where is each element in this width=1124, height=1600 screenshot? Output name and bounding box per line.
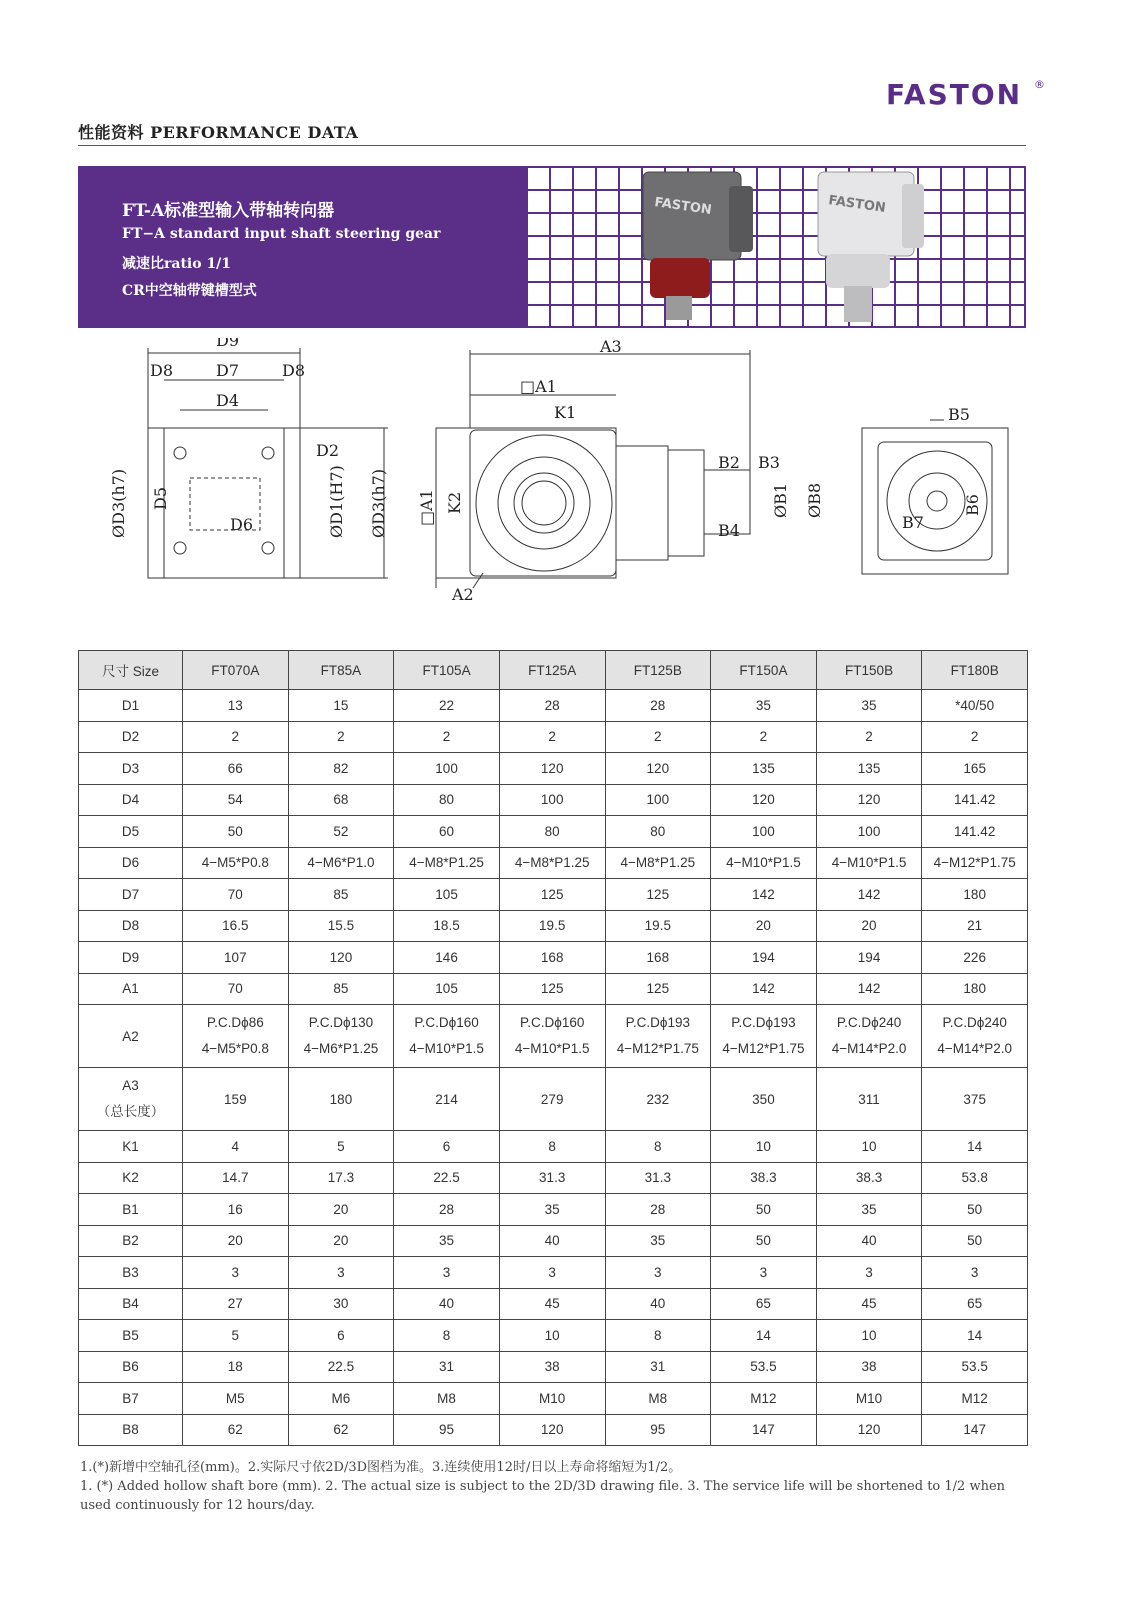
table-cell: 22.5 xyxy=(288,1351,394,1383)
table-cell: 21 xyxy=(922,910,1028,942)
table-cell: 14 xyxy=(922,1131,1028,1163)
table-cell: 120 xyxy=(288,942,394,974)
table-cell: 125 xyxy=(499,973,605,1005)
table-cell: M6 xyxy=(288,1383,394,1415)
table-cell: 38.3 xyxy=(711,1162,817,1194)
table-cell: 50 xyxy=(711,1194,817,1226)
table-cell: 120 xyxy=(499,753,605,785)
table-cell: 65 xyxy=(922,1288,1028,1320)
table-body xyxy=(79,690,1028,1446)
label-d4: D4 xyxy=(216,391,240,410)
table-cell: 180 xyxy=(922,973,1028,1005)
footnote-cn: 1.(*)新增中空轴孔径(mm)。2.实际尺寸依2D/3D图档为准。3.连续使用12时/日以上寿命将缩短为1/2。 xyxy=(80,1460,682,1475)
table-cell: 40 xyxy=(499,1225,605,1257)
label-d9: D9 xyxy=(216,338,240,350)
table-cell: 80 xyxy=(605,816,711,848)
table-cell: 85 xyxy=(288,973,394,1005)
pcd-value: P.C.Dϕ86 xyxy=(206,1015,264,1030)
table-cell: 14 xyxy=(711,1320,817,1352)
thread-value: 4−M5*P0.8 xyxy=(201,1041,269,1056)
table-row xyxy=(79,973,1028,1005)
pcd-value: P.C.Dϕ130 xyxy=(308,1015,374,1030)
table-cell: 10 xyxy=(816,1320,922,1352)
table-cell: M12 xyxy=(711,1383,817,1415)
table-cell: 147 xyxy=(922,1414,1028,1446)
table-cell: 66 xyxy=(183,753,289,785)
table-cell: 142 xyxy=(816,879,922,911)
row-label: B5 xyxy=(79,1320,183,1352)
table-row xyxy=(79,1383,1028,1415)
table-cell: 10 xyxy=(816,1131,922,1163)
row-label: D7 xyxy=(79,879,183,911)
table-row-a3 xyxy=(79,1068,1028,1131)
label-d5: D5 xyxy=(151,486,170,510)
label-k1: K1 xyxy=(554,403,577,422)
table-cell: 120 xyxy=(816,1414,922,1446)
pcd-value: P.C.Dϕ160 xyxy=(520,1015,585,1030)
table-cell: 168 xyxy=(499,942,605,974)
front-view-drawing xyxy=(148,348,388,578)
table-row xyxy=(79,1162,1028,1194)
label-d2: D2 xyxy=(316,441,340,460)
table-cell: 10 xyxy=(499,1320,605,1352)
table-row xyxy=(79,1351,1028,1383)
table-cell: 20 xyxy=(183,1225,289,1257)
table-cell: 159 xyxy=(183,1068,289,1131)
pcd-value: P.C.Dϕ193 xyxy=(731,1015,796,1030)
table-cell: 100 xyxy=(816,816,922,848)
table-cell: 38 xyxy=(816,1351,922,1383)
table-cell: 4−M8*P1.25 xyxy=(394,847,500,879)
product-title-en: FT−A standard input shaft steering gear xyxy=(122,226,441,242)
thread-value: 4−M10*P1.5 xyxy=(409,1041,484,1056)
table-cell: 80 xyxy=(499,816,605,848)
label-d3-right: ØD3(h7) xyxy=(369,468,388,538)
row-label: D1 xyxy=(79,690,183,722)
table-cell: 53.5 xyxy=(922,1351,1028,1383)
row-label-main: A3 xyxy=(122,1078,139,1093)
table-cell: 105 xyxy=(394,879,500,911)
photo-brand-2: FASTON xyxy=(827,193,887,216)
header-divider xyxy=(78,145,1026,146)
table-cell: M10 xyxy=(499,1383,605,1415)
table-cell: 53.5 xyxy=(711,1351,817,1383)
table-cell: 60 xyxy=(394,816,500,848)
table-row xyxy=(79,721,1028,753)
row-label: D4 xyxy=(79,784,183,816)
table-cell: 4 xyxy=(183,1131,289,1163)
table-row xyxy=(79,690,1028,722)
table-cell: 214 xyxy=(394,1068,500,1131)
table-cell: 65 xyxy=(711,1288,817,1320)
table-cell: 6 xyxy=(288,1320,394,1352)
table-cell: 2 xyxy=(816,721,922,753)
table-row xyxy=(79,784,1028,816)
table-header-row xyxy=(79,651,1028,690)
table-cell: 20 xyxy=(288,1225,394,1257)
table-cell: 95 xyxy=(394,1414,500,1446)
table-cell: 125 xyxy=(605,973,711,1005)
brand-logo: FASTON xyxy=(886,78,1023,111)
product-photos xyxy=(526,166,1026,328)
table-cell: 70 xyxy=(183,973,289,1005)
table-cell: 13 xyxy=(183,690,289,722)
label-d8-right: D8 xyxy=(282,361,306,380)
row-label xyxy=(79,1068,183,1131)
label-k2: K2 xyxy=(445,491,464,514)
table-cell: 2 xyxy=(394,721,500,753)
table-cell: 142 xyxy=(816,973,922,1005)
section-title: 性能资料 PERFORMANCE DATA xyxy=(78,123,359,142)
thread-value: 4−M14*P2.0 xyxy=(937,1041,1013,1056)
table-cell: 15.5 xyxy=(288,910,394,942)
label-b5: B5 xyxy=(948,405,970,424)
table-cell: 40 xyxy=(394,1288,500,1320)
product-ratio: 减速比ratio 1/1 xyxy=(122,256,232,272)
row-label: A2 xyxy=(79,1005,183,1068)
table-cell: 28 xyxy=(605,690,711,722)
row-label: D9 xyxy=(79,942,183,974)
table-cell: 147 xyxy=(711,1414,817,1446)
thread-value: 4−M12*P1.75 xyxy=(616,1041,699,1056)
table-cell xyxy=(183,1005,289,1068)
header-cell: FT150A xyxy=(711,651,817,690)
thread-value: 4−M10*P1.5 xyxy=(514,1041,590,1056)
table-cell: 141.42 xyxy=(922,784,1028,816)
table-row xyxy=(79,753,1028,785)
table-cell xyxy=(922,1005,1028,1068)
pcd-value: P.C.Dϕ240 xyxy=(836,1015,902,1030)
label-b3: B3 xyxy=(758,453,780,472)
pcd-value: P.C.Dϕ160 xyxy=(414,1015,479,1030)
table-cell: 35 xyxy=(816,690,922,722)
header-cell: FT150B xyxy=(816,651,922,690)
table-cell: *40/50 xyxy=(922,690,1028,722)
table-cell: 35 xyxy=(394,1225,500,1257)
row-label: A1 xyxy=(79,973,183,1005)
thread-value: 4−M14*P2.0 xyxy=(831,1041,907,1056)
table-cell: 22.5 xyxy=(394,1162,500,1194)
table-cell: 100 xyxy=(499,784,605,816)
table-cell: 17.3 xyxy=(288,1162,394,1194)
label-d8-left: D8 xyxy=(150,361,174,380)
table-cell: 135 xyxy=(816,753,922,785)
pcd-value: P.C.Dϕ240 xyxy=(942,1015,1007,1030)
header-cell: FT125A xyxy=(499,651,605,690)
table-row xyxy=(79,1414,1028,1446)
registered-mark: ® xyxy=(1034,78,1045,91)
table-cell: M8 xyxy=(394,1383,500,1415)
side-view-drawing xyxy=(436,350,750,588)
table-cell: 28 xyxy=(605,1194,711,1226)
table-cell xyxy=(605,1005,711,1068)
row-label: B4 xyxy=(79,1288,183,1320)
table-cell: 20 xyxy=(816,910,922,942)
table-cell: 18.5 xyxy=(394,910,500,942)
table-cell: 35 xyxy=(816,1194,922,1226)
table-cell: 10 xyxy=(711,1131,817,1163)
table-row xyxy=(79,942,1028,974)
table-cell: 375 xyxy=(922,1068,1028,1131)
table-cell: 120 xyxy=(816,784,922,816)
table-cell: 146 xyxy=(394,942,500,974)
table-cell: 53.8 xyxy=(922,1162,1028,1194)
table-cell: 15 xyxy=(288,690,394,722)
table-cell: 50 xyxy=(922,1225,1028,1257)
table-cell: 8 xyxy=(605,1131,711,1163)
table-cell: 62 xyxy=(288,1414,394,1446)
table-cell: 22 xyxy=(394,690,500,722)
table-cell: 100 xyxy=(394,753,500,785)
table-cell: 30 xyxy=(288,1288,394,1320)
table-cell: 3 xyxy=(816,1257,922,1289)
label-d7: D7 xyxy=(216,361,240,380)
gearbox-photo-dark xyxy=(643,172,753,320)
table-cell: 70 xyxy=(183,879,289,911)
table-cell: 35 xyxy=(605,1225,711,1257)
label-d3-left: ØD3(h7) xyxy=(109,468,128,538)
pcd-value: P.C.Dϕ193 xyxy=(625,1015,690,1030)
table-row xyxy=(79,1131,1028,1163)
table-cell: 20 xyxy=(711,910,817,942)
table-cell: 168 xyxy=(605,942,711,974)
table-cell: 31 xyxy=(394,1351,500,1383)
table-cell: 40 xyxy=(816,1225,922,1257)
row-label: K2 xyxy=(79,1162,183,1194)
table-cell: 194 xyxy=(816,942,922,974)
table-cell: 35 xyxy=(499,1194,605,1226)
table-cell: 31.3 xyxy=(499,1162,605,1194)
table-cell: 16.5 xyxy=(183,910,289,942)
table-row xyxy=(79,816,1028,848)
table-cell: 120 xyxy=(605,753,711,785)
table-cell: 3 xyxy=(183,1257,289,1289)
table-row xyxy=(79,1225,1028,1257)
row-label: D8 xyxy=(79,910,183,942)
label-d6: D6 xyxy=(230,515,254,534)
row-label: D3 xyxy=(79,753,183,785)
table-cell: M5 xyxy=(183,1383,289,1415)
row-label: B8 xyxy=(79,1414,183,1446)
table-cell: 4−M8*P1.25 xyxy=(499,847,605,879)
table-cell: 125 xyxy=(499,879,605,911)
table-cell: 18 xyxy=(183,1351,289,1383)
table-cell: M12 xyxy=(922,1383,1028,1415)
label-b1: ØB1 xyxy=(771,482,790,518)
table-cell: 80 xyxy=(394,784,500,816)
photo-brand-1: FASTON xyxy=(653,195,713,218)
table-cell: M8 xyxy=(605,1383,711,1415)
table-cell: 31 xyxy=(605,1351,711,1383)
table-cell: 142 xyxy=(711,879,817,911)
table-cell: 107 xyxy=(183,942,289,974)
table-cell: 5 xyxy=(288,1131,394,1163)
table-cell: 19.5 xyxy=(605,910,711,942)
row-label: D2 xyxy=(79,721,183,753)
label-b7: B7 xyxy=(902,513,924,532)
table-cell: 35 xyxy=(711,690,817,722)
table-cell: 4−M8*P1.25 xyxy=(605,847,711,879)
table-cell: 4−M12*P1.75 xyxy=(922,847,1028,879)
table-cell xyxy=(394,1005,500,1068)
table-cell: 2 xyxy=(499,721,605,753)
table-cell: 95 xyxy=(605,1414,711,1446)
table-cell: 19.5 xyxy=(499,910,605,942)
product-banner xyxy=(78,166,1026,328)
thread-value: 4−M12*P1.75 xyxy=(722,1041,805,1056)
table-cell: 4−M10*P1.5 xyxy=(816,847,922,879)
table-row xyxy=(79,1257,1028,1289)
thread-value: 4−M6*P1.25 xyxy=(303,1041,379,1056)
table-cell: 105 xyxy=(394,973,500,1005)
table-cell: 31.3 xyxy=(605,1162,711,1194)
row-label: B2 xyxy=(79,1225,183,1257)
table-cell: 3 xyxy=(394,1257,500,1289)
table-cell: 16 xyxy=(183,1194,289,1226)
label-a1-top: □A1 xyxy=(520,377,557,396)
table-cell: 135 xyxy=(711,753,817,785)
table-cell: 4−M10*P1.5 xyxy=(711,847,817,879)
table-cell: 45 xyxy=(816,1288,922,1320)
table-cell: 2 xyxy=(288,721,394,753)
label-d1: ØD1(H7) xyxy=(327,465,346,538)
table-cell: 3 xyxy=(922,1257,1028,1289)
table-cell: 62 xyxy=(183,1414,289,1446)
table-cell: 3 xyxy=(288,1257,394,1289)
table-row xyxy=(79,847,1028,879)
table-cell: 8 xyxy=(499,1131,605,1163)
table-cell: 2 xyxy=(183,721,289,753)
table-row xyxy=(79,1194,1028,1226)
table-cell: 194 xyxy=(711,942,817,974)
table-cell: 28 xyxy=(499,690,605,722)
table-row xyxy=(79,879,1028,911)
header-cell: FT125B xyxy=(605,651,711,690)
row-label: B7 xyxy=(79,1383,183,1415)
row-label: B1 xyxy=(79,1194,183,1226)
row-label: D6 xyxy=(79,847,183,879)
table-cell: 28 xyxy=(394,1194,500,1226)
table-cell: 120 xyxy=(711,784,817,816)
footnote-en: 1. (*) Added hollow shaft bore (mm). 2. The actual size is subject to the 2D/3D drawing file. 3. The service life will be shortened to 1/2 when used continuously for 12 hours/day. xyxy=(80,1479,1006,1513)
table-cell: 232 xyxy=(605,1068,711,1131)
table-cell: 226 xyxy=(922,942,1028,974)
label-a1-left: □A1 xyxy=(417,489,436,526)
table-cell: 14.7 xyxy=(183,1162,289,1194)
table-cell: 50 xyxy=(711,1225,817,1257)
table-cell xyxy=(288,1005,394,1068)
row-label: B3 xyxy=(79,1257,183,1289)
table-cell: 125 xyxy=(605,879,711,911)
table-cell: 3 xyxy=(711,1257,817,1289)
table-cell xyxy=(711,1005,817,1068)
table-row xyxy=(79,910,1028,942)
table-cell: 6 xyxy=(394,1131,500,1163)
table-cell: 2 xyxy=(605,721,711,753)
table-cell: 4−M5*P0.8 xyxy=(183,847,289,879)
table-cell: 38 xyxy=(499,1351,605,1383)
label-b8: ØB8 xyxy=(805,482,824,518)
table-cell: 50 xyxy=(183,816,289,848)
table-cell: 3 xyxy=(499,1257,605,1289)
header-cell: FT85A xyxy=(288,651,394,690)
table-cell: 350 xyxy=(711,1068,817,1131)
table-cell: M10 xyxy=(816,1383,922,1415)
table-cell: 14 xyxy=(922,1320,1028,1352)
table-cell: 82 xyxy=(288,753,394,785)
table-cell: 311 xyxy=(816,1068,922,1131)
table-cell: 5 xyxy=(183,1320,289,1352)
label-b2: B2 xyxy=(718,453,740,472)
banner-text-panel xyxy=(78,166,526,328)
table-cell: 2 xyxy=(922,721,1028,753)
table-row xyxy=(79,1320,1028,1352)
row-label: K1 xyxy=(79,1131,183,1163)
table-cell: 180 xyxy=(288,1068,394,1131)
table-row xyxy=(79,1288,1028,1320)
end-view-drawing xyxy=(862,420,1008,574)
table-cell: 8 xyxy=(605,1320,711,1352)
table-cell: 27 xyxy=(183,1288,289,1320)
table-cell: 85 xyxy=(288,879,394,911)
table-cell: 100 xyxy=(711,816,817,848)
header-cell: 尺寸 Size xyxy=(79,651,183,690)
row-label-sub: （总长度） xyxy=(96,1104,165,1119)
footnotes xyxy=(80,1458,1040,1515)
table-cell: 8 xyxy=(394,1320,500,1352)
table-cell: 180 xyxy=(922,879,1028,911)
header-cell: FT070A xyxy=(183,651,289,690)
table-cell: 54 xyxy=(183,784,289,816)
table-cell: 38.3 xyxy=(816,1162,922,1194)
table-cell: 52 xyxy=(288,816,394,848)
spec-table xyxy=(78,650,1028,1446)
table-cell: 20 xyxy=(288,1194,394,1226)
table-cell: 142 xyxy=(711,973,817,1005)
table-cell: 120 xyxy=(499,1414,605,1446)
table-cell xyxy=(499,1005,605,1068)
table-cell: 50 xyxy=(922,1194,1028,1226)
table-cell: 3 xyxy=(605,1257,711,1289)
row-label: B6 xyxy=(79,1351,183,1383)
table-cell: 141.42 xyxy=(922,816,1028,848)
drawing-canvas xyxy=(78,338,1026,628)
label-b4: B4 xyxy=(718,521,740,540)
label-a3: A3 xyxy=(600,338,622,356)
banner-grid xyxy=(526,166,1026,328)
table-cell: 4−M6*P1.0 xyxy=(288,847,394,879)
table-cell: 100 xyxy=(605,784,711,816)
label-b6: B6 xyxy=(963,494,982,516)
table-cell: 40 xyxy=(605,1288,711,1320)
table-cell: 45 xyxy=(499,1288,605,1320)
table-cell: 68 xyxy=(288,784,394,816)
table-row-a2 xyxy=(79,1005,1028,1068)
row-label: D5 xyxy=(79,816,183,848)
product-type: CR中空轴带键槽型式 xyxy=(122,283,257,299)
table-cell: 279 xyxy=(499,1068,605,1131)
product-title-cn: FT-A标准型输入带轴转向器 xyxy=(122,201,335,221)
dimension-drawings xyxy=(78,338,1026,628)
table-cell: 2 xyxy=(711,721,817,753)
header-cell: FT105A xyxy=(394,651,500,690)
gearbox-photo-light xyxy=(818,172,924,322)
table-cell xyxy=(816,1005,922,1068)
label-a2: A2 xyxy=(452,585,474,604)
header-cell: FT180B xyxy=(922,651,1028,690)
table-cell: 165 xyxy=(922,753,1028,785)
